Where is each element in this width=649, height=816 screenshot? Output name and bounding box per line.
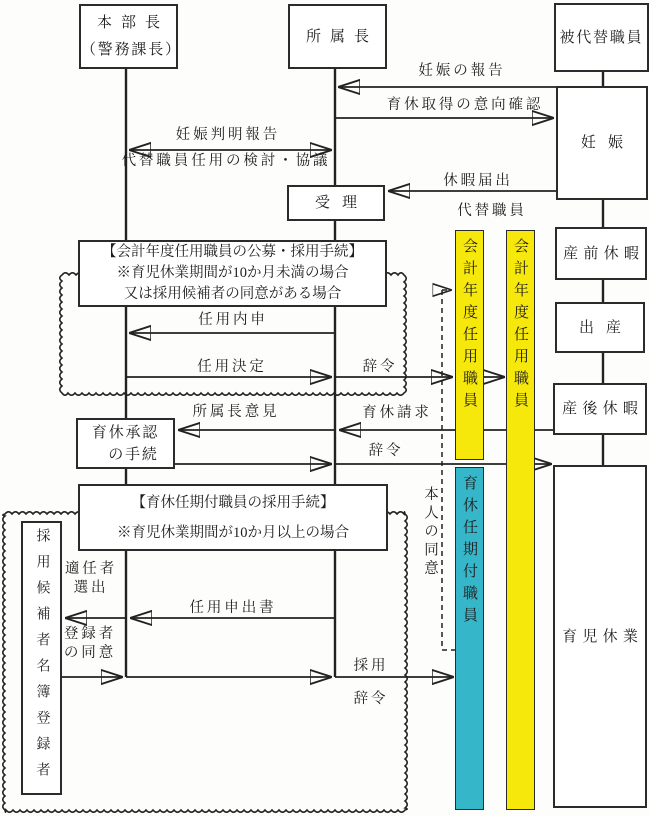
- box-kaikei-saiyo-tetsuzuki: [78, 240, 387, 307]
- label-shozokucho-iken: 所属長意見: [192, 404, 280, 420]
- label-torokusha-no-doi: [64, 625, 116, 663]
- bar-kaikei-nendo-1: [455, 230, 484, 460]
- consent-dashed-line: [442, 290, 456, 650]
- label-ninyo-naishin: 任用内申: [198, 312, 268, 328]
- bar-kaikei-nendo-2: [506, 230, 535, 810]
- ikukyu-shonin-line1: 育休承認: [91, 424, 160, 441]
- box-ninshin: [556, 86, 648, 200]
- torokusha-line1: 登録者: [63, 626, 117, 642]
- box-hidaitai-shokuin: [554, 3, 649, 72]
- sanzen-kyuka-label: 産前休暇: [563, 245, 645, 262]
- label-ikukyu-ikou-kakunin: 育休取得の意向確認: [386, 97, 544, 113]
- bar-ninkitsuki-label: 育休任期付職員: [461, 475, 477, 629]
- ninshin-label: 妊娠: [580, 135, 635, 151]
- ninkitsuki-note: ※育児休業期間が10か月以上の場合: [117, 524, 349, 541]
- ikuji-kyugyo-label: 育児休業: [562, 628, 644, 645]
- box-juri: [287, 185, 385, 221]
- torokusha-line2: の同意: [63, 645, 117, 661]
- label-ninyo-kettei: 任用決定: [197, 359, 267, 375]
- label-jirei-2: 辞令: [368, 443, 404, 459]
- ninkitsuki-title: 【育休任期付職員の採用手続】: [131, 494, 335, 511]
- label-honnin-no-doi: 本人の同意: [422, 486, 438, 579]
- sango-kyuka-label: 産後休暇: [562, 401, 644, 417]
- box-honbucho: [79, 4, 182, 69]
- label-saiyo-jirei: [354, 650, 389, 716]
- honbucho-title: 本部長: [96, 14, 169, 31]
- bar-kaikei-1-label: 会計年度任用職員: [461, 238, 477, 414]
- shussan-label: 出産: [578, 319, 633, 336]
- label-tekininsha-senshutsu: [65, 560, 117, 598]
- box-shozokucho: [288, 4, 387, 69]
- label-ninyo-moshidesho: 任用申出書: [189, 600, 277, 616]
- box-ikuji-kyugyo: [553, 465, 647, 808]
- kaikei-note2: 又は採用候補者の同意がある場合: [123, 286, 342, 302]
- label-ninshin-no-hokoku: 妊娠の報告: [418, 63, 506, 79]
- box-ninkitsuki-saiyo-tetsuzuki: [78, 484, 388, 551]
- tekininsha-line1: 適任者: [64, 561, 118, 577]
- box-ikukyu-shonin: [76, 418, 175, 469]
- kaikei-note1: ※育児休業期間が10か月未満の場合: [116, 265, 349, 281]
- hidaitai-title: 被代替職員: [559, 29, 644, 46]
- label-kyuka-todokede: 休暇届出: [443, 173, 513, 189]
- label-daitai-kento-kyogi: 代替職員任用の検討・協議: [121, 153, 331, 169]
- box-shussan: [555, 302, 645, 353]
- saiyo-line1: 採用: [353, 658, 389, 674]
- box-sango-kyuka: [553, 383, 647, 435]
- saiyo-line2: 辞令: [353, 691, 389, 707]
- label-ninshin-hanmei-hokoku: 妊娠判明報告: [175, 127, 281, 143]
- kaikei-title: 【会計年度任用職員の公募・採用手続】: [102, 244, 363, 260]
- juri-label: 受理: [314, 195, 369, 211]
- box-sanzen-kyuka: [555, 227, 647, 280]
- label-jirei-1: 辞令: [362, 359, 398, 375]
- tekininsha-line2: 選出: [73, 580, 109, 596]
- bar-kaikei-2-label: 会計年度任用職員: [512, 238, 528, 414]
- box-saiyo-koho-meibo: [21, 521, 62, 795]
- ikukyu-shonin-line2: の手続: [108, 446, 159, 463]
- honbucho-subtitle: （警務課長）: [81, 41, 182, 58]
- meibo-label: 採用候補者名簿登録者: [34, 528, 50, 788]
- label-daitai-shokuin: 代替職員: [457, 203, 527, 219]
- bar-ikukyu-ninkitsuki: [455, 467, 484, 810]
- label-ikukyu-seikyu: 育休請求: [362, 405, 432, 421]
- shozokucho-title: 所属長: [305, 28, 378, 45]
